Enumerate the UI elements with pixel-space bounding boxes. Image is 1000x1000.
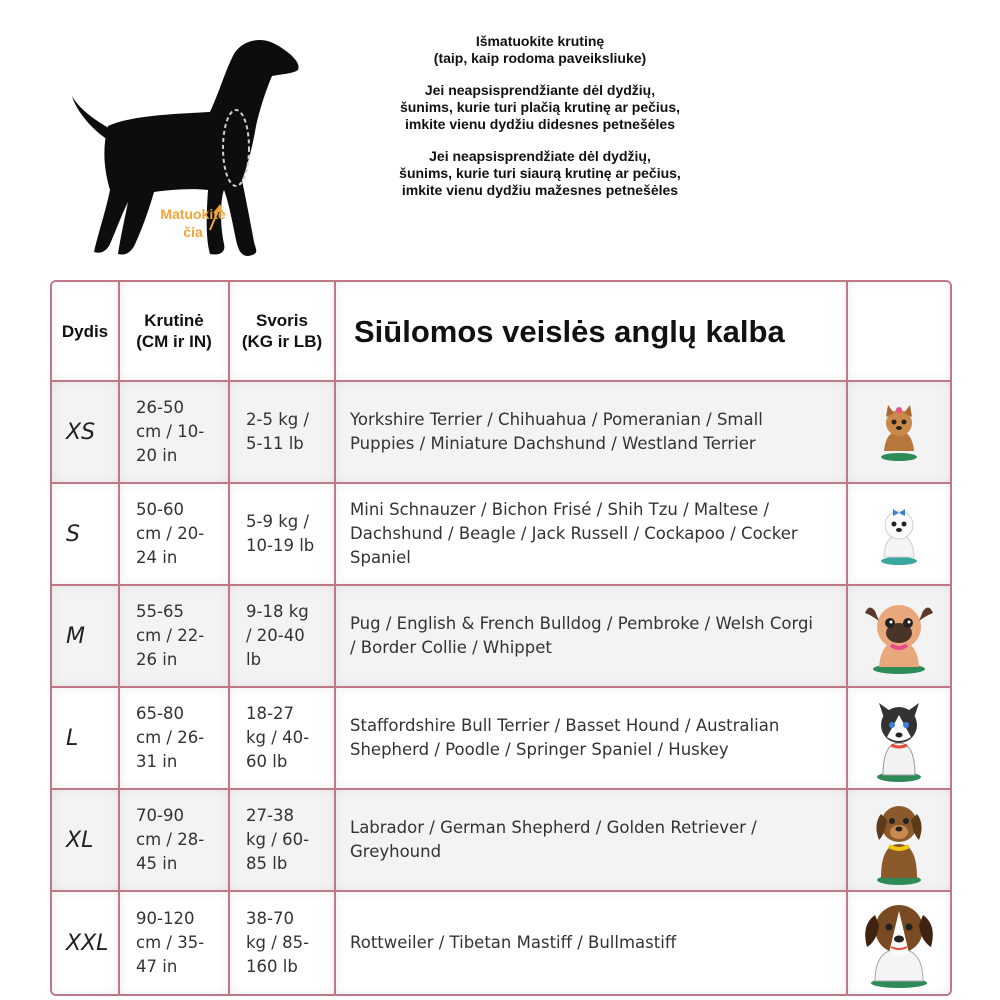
table-row <box>52 586 950 688</box>
weight-cell: 27-38 kg / 60- 85 lb <box>230 790 336 892</box>
header-area <box>0 0 1000 270</box>
size-cell: XS <box>52 382 120 484</box>
breeds-cell: Pug / English & French Bulldog / Pembroke / Welsh Corgi / Border Collie / Whippet <box>336 586 848 688</box>
table-row <box>52 892 950 994</box>
breeds-cell: Mini Schnauzer / Bichon Frisé / Shih Tzu / Maltese / Dachshund / Beagle / Jack Russell / Cockapoo / Cocker Spaniel <box>336 484 848 586</box>
size-cell: L <box>52 688 120 790</box>
chest-cell: 50-60 cm / 20- 24 in <box>120 484 230 586</box>
table-row <box>52 382 950 484</box>
instruction-wide-chest: Jei neapsisprendžiante dėl dydžių, šunims, kurie turi plačią krutinę ar pečius, imkite vienu dydžiu didesnes petnešėles <box>399 82 681 132</box>
instruction-narrow-chest: Jei neapsisprendžiate dėl dydžių, šunims, kurie turi siaurą krutinę ar pečius, imkite vienu dydžiu mažesnes petnešėles <box>399 148 681 198</box>
size-cell: M <box>52 586 120 688</box>
maltese-icon <box>876 501 922 567</box>
husky-icon <box>867 693 931 783</box>
size-chart-table <box>50 280 952 996</box>
instruction-measure: Išmatuokite krutinę (taip, kaip rodoma paveiksliuke) <box>433 33 647 66</box>
weight-cell: 5-9 kg / 10-19 lb <box>230 484 336 586</box>
weight-cell: 2-5 kg / 5-11 lb <box>230 382 336 484</box>
size-cell: XXL <box>52 892 120 994</box>
header-chest: Krutinė (CM ir IN) <box>120 282 230 382</box>
table-row <box>52 790 950 892</box>
chest-cell: 26-50 cm / 10- 20 in <box>120 382 230 484</box>
chest-cell: 70-90 cm / 28- 45 in <box>120 790 230 892</box>
yorkie-icon <box>876 401 922 463</box>
sizing-instructions <box>330 33 750 214</box>
weight-cell: 9-18 kg / 20-40 lb <box>230 586 336 688</box>
breeds-cell: Staffordshire Bull Terrier / Basset Hound / Australian Shepherd / Poodle / Springer Spaniel / Huskey <box>336 688 848 790</box>
weight-cell: 38-70 kg / 85- 160 lb <box>230 892 336 994</box>
header-icon <box>848 282 950 382</box>
saint-bernard-icon <box>857 897 941 989</box>
table-header-row <box>52 282 950 382</box>
breeds-cell: Rottweiler / Tibetan Mastiff / Bullmastiff <box>336 892 848 994</box>
size-cell: S <box>52 484 120 586</box>
chest-cell: 90-120 cm / 35- 47 in <box>120 892 230 994</box>
chest-cell: 65-80 cm / 26- 31 in <box>120 688 230 790</box>
size-cell: XL <box>52 790 120 892</box>
measure-here-label: Matuokite čia <box>160 206 226 240</box>
table-row <box>52 688 950 790</box>
pug-icon <box>861 597 937 675</box>
header-breeds: Siūlomos veislės anglų kalba <box>336 282 848 382</box>
breeds-cell: Yorkshire Terrier / Chihuahua / Pomeranian / Small Puppies / Miniature Dachshund / Westland Terrier <box>336 382 848 484</box>
chest-cell: 55-65 cm / 22- 26 in <box>120 586 230 688</box>
weight-cell: 18-27 kg / 40- 60 lb <box>230 688 336 790</box>
breeds-cell: Labrador / German Shepherd / Golden Retriever / Greyhound <box>336 790 848 892</box>
header-weight: Svoris (KG ir LB) <box>230 282 336 382</box>
table-row <box>52 484 950 586</box>
header-size: Dydis <box>52 282 120 382</box>
labrador-icon <box>867 794 931 886</box>
